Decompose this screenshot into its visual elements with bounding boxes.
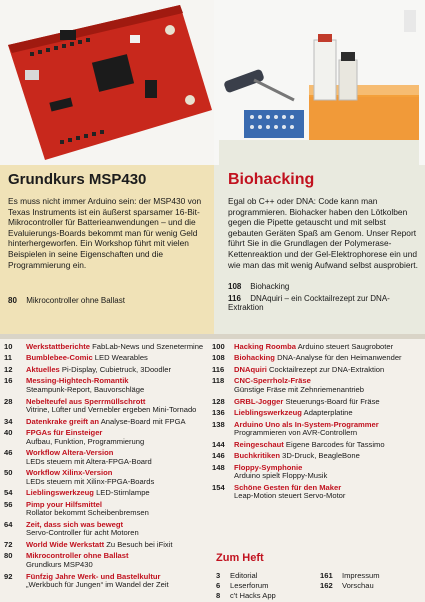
- toc-heading: Zeit, dass sich was bewegt: [26, 519, 124, 529]
- page-label: DNAquiri – ein Cocktailrezept zur DNA-Extraktion: [228, 294, 390, 312]
- feature-page-link[interactable]: [228, 294, 425, 312]
- page-number: 116: [228, 294, 241, 303]
- toc-heading: Bumblebee-Comic: [26, 353, 93, 363]
- toc-heading: Floppy-Symphonie: [234, 462, 303, 472]
- toc-page: 40: [4, 428, 13, 438]
- toc-text: Günstige Fräse mit Zehnriemenantrieb: [234, 385, 364, 395]
- toc-entry[interactable]: [212, 421, 422, 438]
- zum-heft-heading: Zum Heft: [216, 552, 264, 564]
- heft-entry[interactable]: [320, 582, 420, 591]
- toc-heading: World Wide Werkstatt: [26, 539, 105, 549]
- toc-entry[interactable]: [4, 366, 209, 375]
- toc-page: 50: [4, 468, 13, 478]
- toc-text: Programmieren von AVR-Controllern: [234, 428, 358, 438]
- toc-heading: Lieblingswerkzeug: [26, 488, 94, 498]
- toc-entry[interactable]: [212, 409, 422, 418]
- toc-heading: Datenkrake greift an: [26, 416, 100, 426]
- toc-page: 108: [212, 353, 225, 363]
- page-label: Mikrocontroller ohne Ballast: [26, 296, 125, 305]
- toc-text: Vitrine, Lüfter und Vernebler ergeben Mini-Tornado: [26, 405, 197, 415]
- toc-entry[interactable]: [4, 354, 209, 363]
- toc-entry[interactable]: [4, 541, 209, 550]
- toc-text: Steuerungs-Board für Fräse: [285, 396, 380, 406]
- heft-page: 162: [320, 581, 333, 591]
- heft-page: 161: [320, 571, 333, 580]
- toc-entry[interactable]: [4, 552, 209, 569]
- toc-entry[interactable]: [212, 464, 422, 481]
- toc-entry[interactable]: [4, 418, 209, 427]
- toc-heading: Pimp your Hilfsmittel: [26, 499, 102, 509]
- toc-entry[interactable]: [4, 469, 209, 486]
- feature-title: Grundkurs MSP430: [8, 171, 147, 188]
- toc-heading: Messing-Hightech-Romantik: [26, 376, 129, 386]
- toc-page: 118: [212, 376, 225, 386]
- toc-text: LED Wearables: [94, 353, 148, 363]
- toc-entry[interactable]: [212, 452, 422, 461]
- toc-heading: Schöne Gesten für den Maker: [234, 482, 342, 492]
- toc-entry[interactable]: [212, 366, 422, 375]
- toc-page: 128: [212, 396, 225, 406]
- toc-entry[interactable]: [4, 489, 209, 498]
- toc-page: 56: [4, 499, 13, 509]
- feature-msp430: [0, 0, 214, 334]
- toc-entry[interactable]: [4, 573, 209, 590]
- toc-heading: Workflow Altera-Version: [26, 448, 114, 458]
- toc-text: „Werkbuch für Jungen“ im Wandel der Zeit: [26, 580, 169, 590]
- toc-heading: Fünfzig Jahre Werk- und Bastelkultur: [26, 571, 161, 581]
- msp430-board-photo: [0, 0, 214, 165]
- toc-heading: Buchkritiken: [234, 451, 280, 461]
- heft-entry[interactable]: [320, 572, 420, 581]
- toc-entry[interactable]: [4, 343, 209, 352]
- toc-text: Zu Besuch bei iFixit: [106, 539, 173, 549]
- heft-page: 6: [216, 581, 221, 591]
- feature-page-link[interactable]: [8, 296, 125, 305]
- toc-text: LEDs steuern mit Xilinx-FPGA-Boards: [26, 476, 155, 486]
- toc-text: Grundkurs MSP430: [26, 560, 93, 570]
- toc-page: 16: [4, 376, 13, 386]
- toc-entry[interactable]: [212, 484, 422, 501]
- biohacking-photo: [214, 0, 425, 165]
- toc-page: 34: [4, 416, 13, 426]
- toc-entry[interactable]: [4, 429, 209, 446]
- section-divider: [0, 334, 425, 339]
- toc-text: LED-Stirnlampe: [96, 488, 150, 498]
- heft-page: 3: [216, 571, 221, 580]
- toc-page: 100: [212, 342, 225, 351]
- heft-label: c't Hacks App: [230, 591, 276, 601]
- toc-heading: DNAquiri: [234, 364, 267, 374]
- toc-heading: Werkstattberichte: [26, 342, 91, 351]
- page-label: Biohacking: [250, 282, 290, 291]
- page-number: 80: [8, 296, 17, 305]
- heft-page: 8: [216, 591, 221, 601]
- toc-text: Eigene Barcodes für Tassimo: [285, 439, 385, 449]
- heft-label: Editorial: [230, 571, 258, 580]
- toc-entry[interactable]: [212, 354, 422, 363]
- toc-text: Analyse-Board mit FPGA: [100, 416, 186, 426]
- circuit-board-image: [0, 0, 214, 165]
- toc-text: Adapterplatine: [303, 408, 353, 418]
- toc-page: 12: [4, 364, 13, 374]
- toc-page: 136: [212, 408, 225, 418]
- toc-text: Leap-Motion steuert Servo-Motor: [234, 491, 346, 501]
- toc-heading: GRBL-Jogger: [234, 396, 284, 406]
- toc-text: LEDs steuern mit Altera-FPGA-Board: [26, 456, 152, 466]
- toc-heading: Biohacking: [234, 353, 275, 363]
- toc-heading: FPGAs für Einsteiger: [26, 428, 103, 438]
- toc-text: Rollator bekommt Scheibenbremsen: [26, 508, 149, 518]
- toc-text: Cocktailrezept zur DNA-Extraktion: [269, 364, 385, 374]
- toc-right-column: [212, 343, 422, 504]
- toc-text: Arduino steuert Saugroboter: [297, 342, 394, 351]
- toc-text: 3D-Druck, BeagleBone: [282, 451, 360, 461]
- toc-page: 116: [212, 364, 225, 374]
- toc-page: 80: [4, 551, 13, 561]
- toc-heading: Hacking Roomba: [234, 342, 297, 351]
- toc-page: 46: [4, 448, 13, 458]
- zum-heft-column-2: [320, 572, 420, 592]
- toc-entry[interactable]: [4, 501, 209, 518]
- toc-entry[interactable]: [212, 441, 422, 450]
- toc-heading: Reingeschaut: [234, 439, 284, 449]
- toc-heading: Aktuelles: [26, 364, 60, 374]
- toc-text: Servo-Controller für acht Motoren: [26, 528, 139, 538]
- zum-heft-column-1: [216, 572, 316, 602]
- toc-heading: Lieblingswerkzeug: [234, 408, 302, 418]
- toc-page: 11: [4, 353, 13, 363]
- heft-entry[interactable]: [216, 572, 316, 581]
- toc-page: 10: [4, 342, 13, 351]
- heft-label: Vorschau: [342, 581, 374, 591]
- heft-label: Impressum: [342, 571, 380, 580]
- toc-page: 72: [4, 539, 13, 549]
- lab-equipment-image: [214, 0, 425, 165]
- toc-page: 144: [212, 439, 225, 449]
- heft-label: Leserforum: [230, 581, 269, 591]
- feature-biohacking: [214, 0, 425, 334]
- toc-text: DNA-Analyse für den Heimanwender: [277, 353, 402, 363]
- toc-page: 146: [212, 451, 225, 461]
- toc-page: 28: [4, 396, 13, 406]
- toc-text: Aufbau, Funktion, Programmierung: [26, 436, 145, 446]
- toc-heading: Nebelteufel aus Sperrmüllschrott: [26, 396, 146, 406]
- toc-page: 92: [4, 571, 13, 581]
- toc-text: Pi-Display, Cubietruck, 3Doodler: [61, 364, 172, 374]
- toc-heading: Arduino Uno als In-System-Programmer: [234, 419, 379, 429]
- toc-entry[interactable]: [4, 377, 209, 394]
- toc-page: 154: [212, 482, 225, 492]
- heft-entry[interactable]: [216, 592, 316, 601]
- toc-entry[interactable]: [212, 398, 422, 407]
- toc-entry[interactable]: [4, 398, 209, 415]
- feature-description: Es muss nicht immer Arduino sein: der MSP430 von Texas Instruments ist ein äußerst sparsamer 16-Bit-Mikrocontroller für Batterieanwendungen – und die Evaluierungs-Boards bekommt man für wenig Geld hinterhergeworfen. Ein Workshop führt mit vielen Beispielen in seine Eigenschaften und die Programmierung ein.: [8, 196, 202, 270]
- toc-text: Arduino spielt Floppy-Musik: [234, 471, 328, 481]
- toc-text: FabLab-News und Szenetermine: [92, 342, 204, 351]
- toc-page: 54: [4, 488, 13, 498]
- feature-description: Egal ob C++ oder DNA: Code kann man programmieren. Biohacker haben den Lötkolben gegen die Pipette getauscht und mit selbst gebauten Geräten Spaß am Genom. Unser Report führt Sie in die Grundlagen der Polymerase-Kettenreaktion und der Gel-Elektrophorese ein und wie man das mit wenig Aufwand selbst ausprobiert.: [228, 196, 418, 270]
- toc-page: 64: [4, 519, 13, 529]
- feature-title: Biohacking: [228, 171, 315, 188]
- page-number: 108: [228, 282, 242, 291]
- toc-entry[interactable]: [212, 343, 422, 352]
- toc-entry[interactable]: [4, 449, 209, 466]
- toc-page: 148: [212, 462, 225, 472]
- toc-heading: CNC-Sperrholz-Fräse: [234, 376, 311, 386]
- toc-entry[interactable]: [212, 377, 422, 394]
- heft-entry[interactable]: [216, 582, 316, 591]
- toc-heading: Mikrocontroller ohne Ballast: [26, 551, 129, 561]
- toc-text: Steampunk-Report, Bauvorschläge: [26, 385, 145, 395]
- feature-page-link[interactable]: [228, 282, 289, 291]
- toc-heading: Workflow Xilinx-Version: [26, 468, 113, 478]
- toc-left-column: [4, 343, 209, 593]
- toc-page: 138: [212, 419, 225, 429]
- toc-entry[interactable]: [4, 521, 209, 538]
